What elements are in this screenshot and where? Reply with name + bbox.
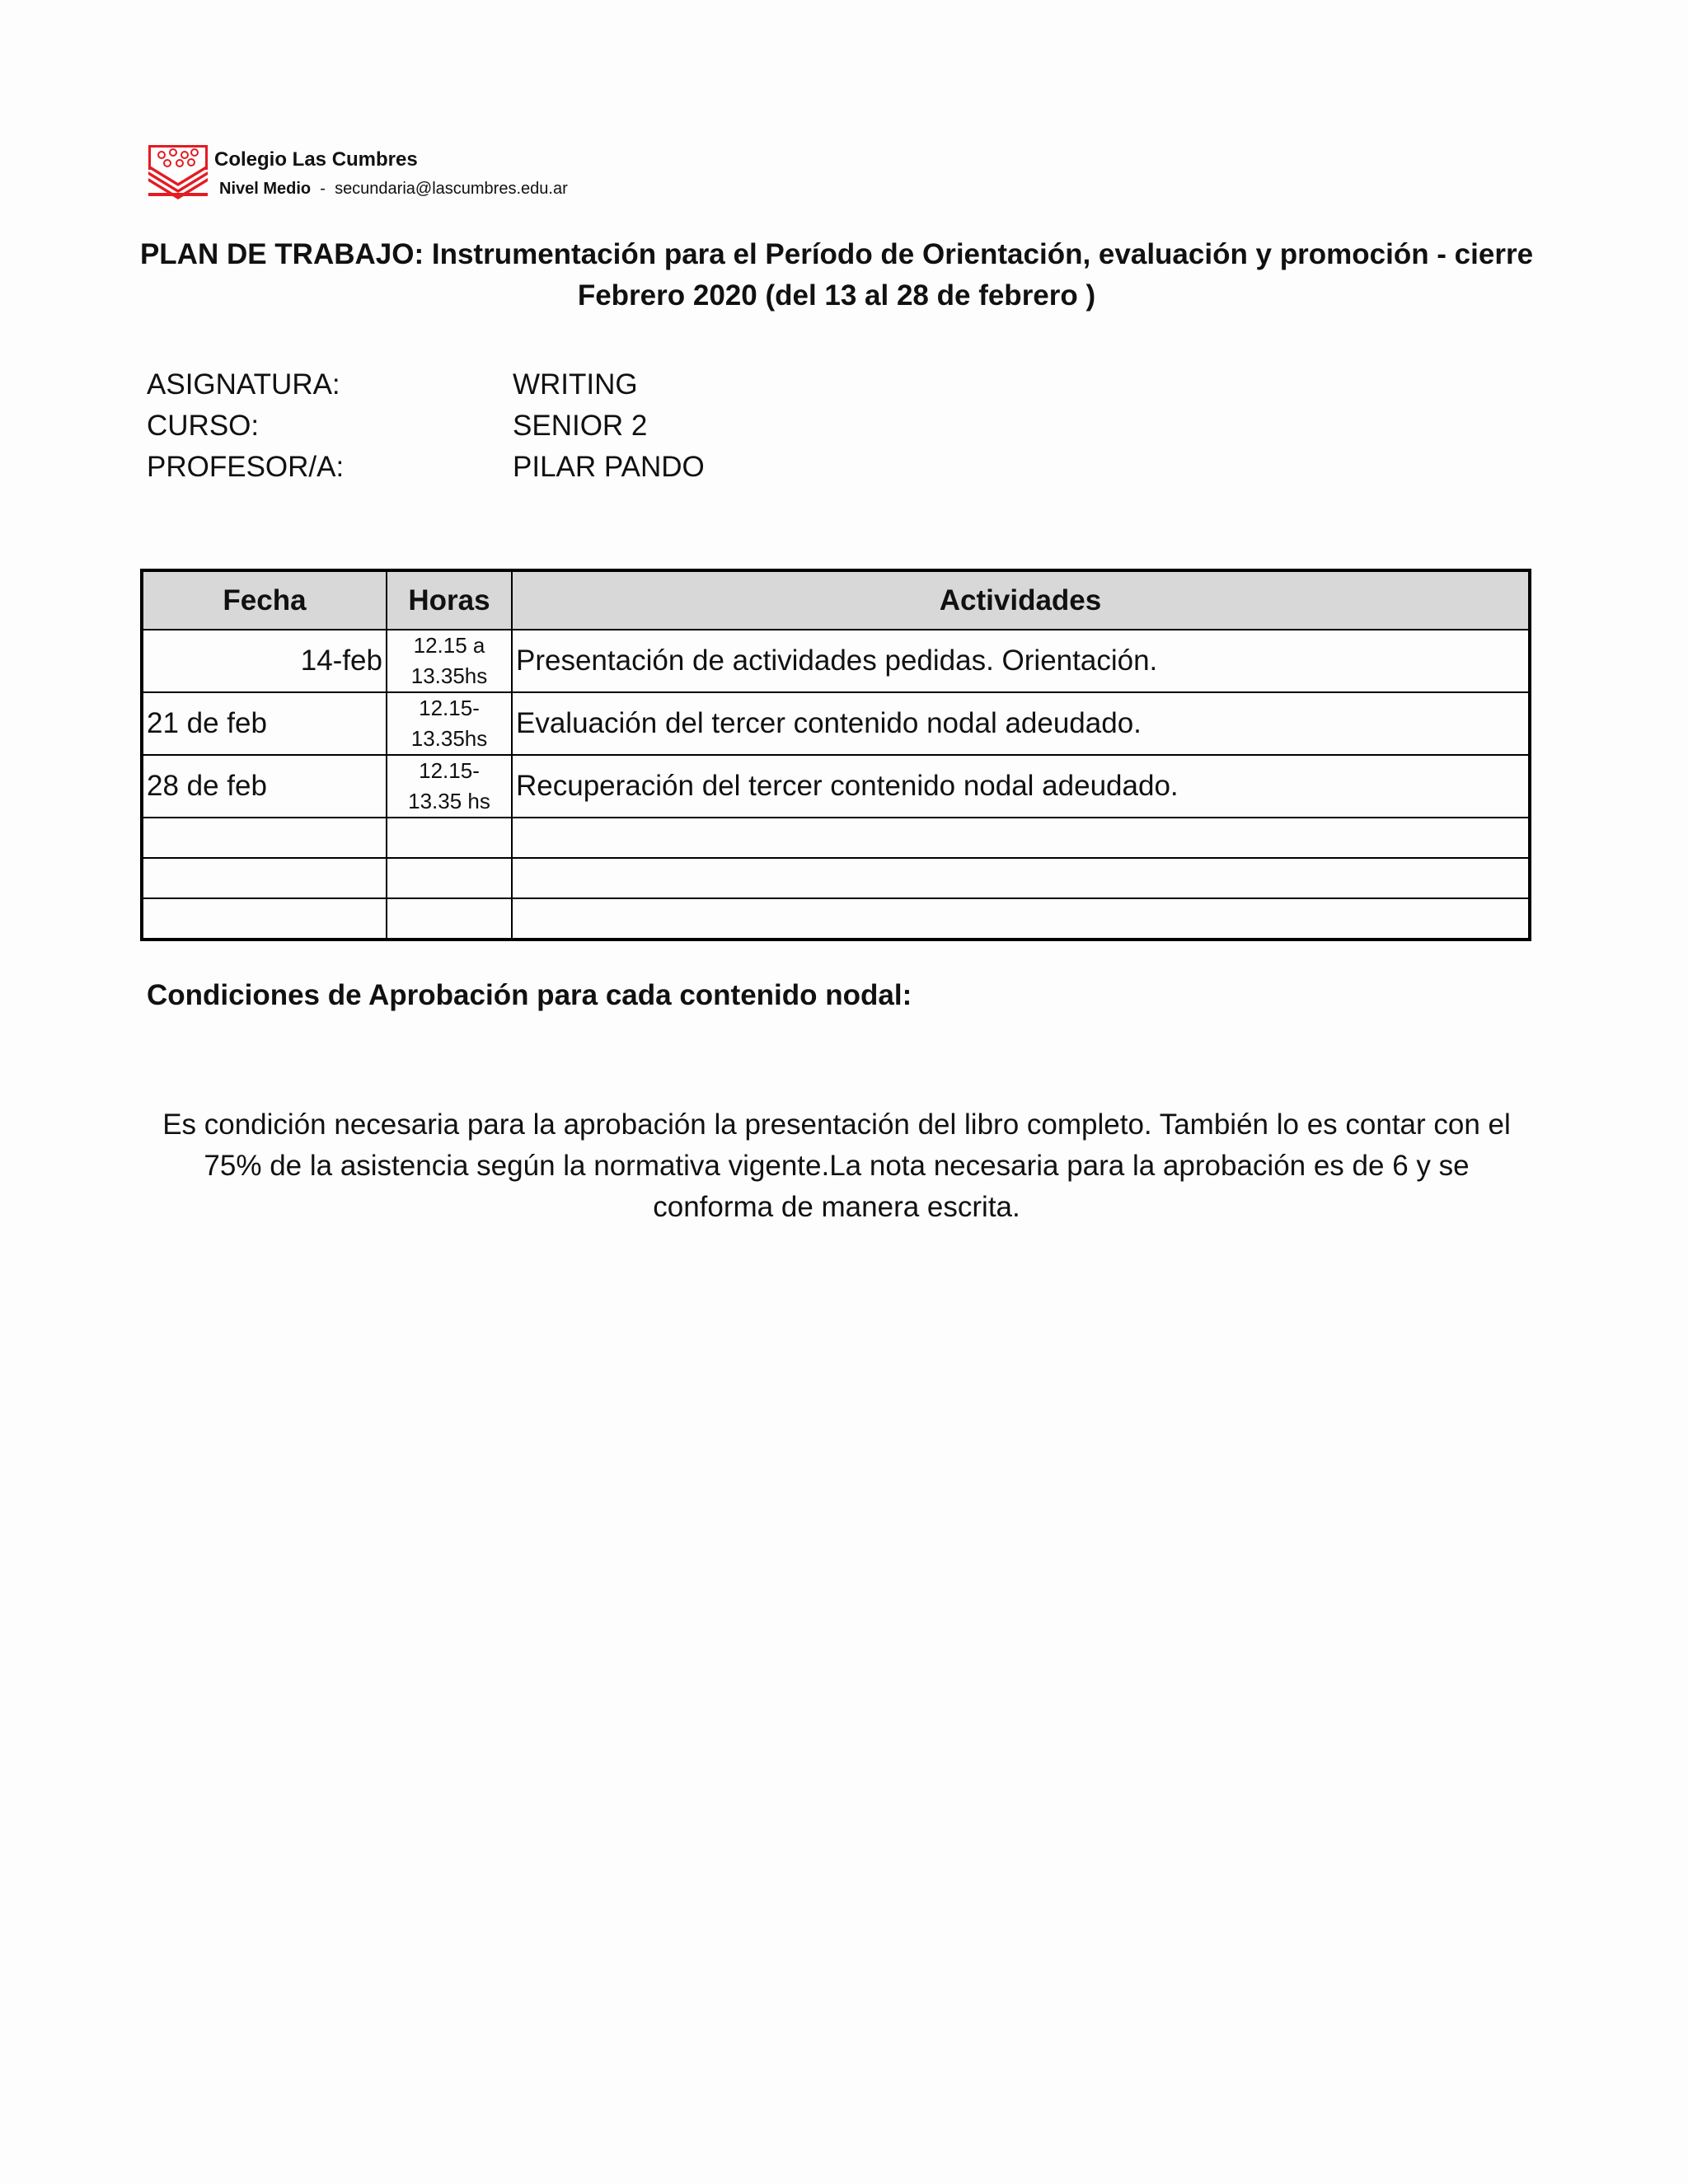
cell-empty <box>142 858 387 898</box>
school-email: secundaria@lascumbres.edu.ar <box>335 180 568 198</box>
teacher-value: PILAR PANDO <box>513 451 705 483</box>
cell-horas <box>387 630 512 692</box>
cell-fecha: 14-feb <box>142 630 387 692</box>
course-value: SENIOR 2 <box>513 410 648 442</box>
header-actividades: Actividades <box>512 570 1530 630</box>
hours-start: 12.15 a <box>413 633 485 658</box>
conditions-line-2: 75% de la asistencia según la normativa vigente.La nota necesaria para la aprobación es de 6 y se <box>204 1150 1470 1182</box>
cell-empty <box>142 898 387 940</box>
cell-horas <box>387 755 512 818</box>
cell-actividad: Recuperación del tercer contenido nodal adeudado. <box>512 755 1530 818</box>
conditions-heading: Condiciones de Aprobación para cada contenido nodal: <box>147 979 912 1011</box>
course-label: CURSO: <box>147 410 260 442</box>
cell-empty <box>512 858 1530 898</box>
hours-end: 13.35 hs <box>408 789 490 813</box>
school-header <box>148 143 610 209</box>
cell-horas <box>387 692 512 755</box>
hours-start: 12.15- <box>419 758 480 783</box>
header-fecha: Fecha <box>142 570 387 630</box>
table-row <box>142 755 1530 818</box>
conditions-line-3: conforma de manera escrita. <box>653 1191 1020 1223</box>
subject-value: WRITING <box>513 368 638 401</box>
cell-empty <box>512 898 1530 940</box>
title-line-1: PLAN DE TRABAJO: Instrumentación para el Período de Orientación, evaluación y promoción - cierre <box>139 238 1534 270</box>
hours-end: 13.35hs <box>410 726 488 751</box>
cell-empty <box>387 858 512 898</box>
title-line-2: Febrero 2020 (del 13 al 28 de febrero ) <box>577 279 1096 312</box>
cell-actividad: Presentación de actividades pedidas. Orientación. <box>512 630 1530 692</box>
cell-empty <box>142 818 387 858</box>
conditions-line-1: Es condición necesaria para la aprobación la presentación del libro completo. También lo es contar con el <box>162 1108 1511 1141</box>
table-header-row <box>142 570 1530 630</box>
table-row-empty <box>142 818 1530 858</box>
course-info <box>147 364 971 488</box>
subject-label: ASIGNATURA: <box>147 368 340 401</box>
cell-empty <box>512 818 1530 858</box>
header-horas: Horas <box>387 570 512 630</box>
cell-empty <box>387 818 512 858</box>
table-row-empty <box>142 858 1530 898</box>
teacher-label: PROFESOR/A: <box>147 451 345 483</box>
info-row-subject <box>147 364 971 405</box>
table-row <box>142 692 1530 755</box>
conditions-text <box>132 1104 1541 1228</box>
school-contact <box>219 180 568 199</box>
school-logo-icon <box>148 145 208 199</box>
table-row-empty <box>142 898 1530 940</box>
info-row-course <box>147 405 971 447</box>
school-name: Colegio Las Cumbres <box>214 148 418 171</box>
document-title <box>132 234 1541 316</box>
cell-fecha: 28 de feb <box>142 755 387 818</box>
school-level: Nivel Medio <box>219 180 312 198</box>
hours-start: 12.15- <box>419 696 480 720</box>
activities-table <box>140 569 1531 941</box>
hours-end: 13.35hs <box>410 663 488 688</box>
contact-separator: - <box>320 180 326 198</box>
info-row-teacher <box>147 447 971 488</box>
cell-empty <box>387 898 512 940</box>
cell-fecha: 21 de feb <box>142 692 387 755</box>
cell-actividad: Evaluación del tercer contenido nodal adeudado. <box>512 692 1530 755</box>
table-row <box>142 630 1530 692</box>
